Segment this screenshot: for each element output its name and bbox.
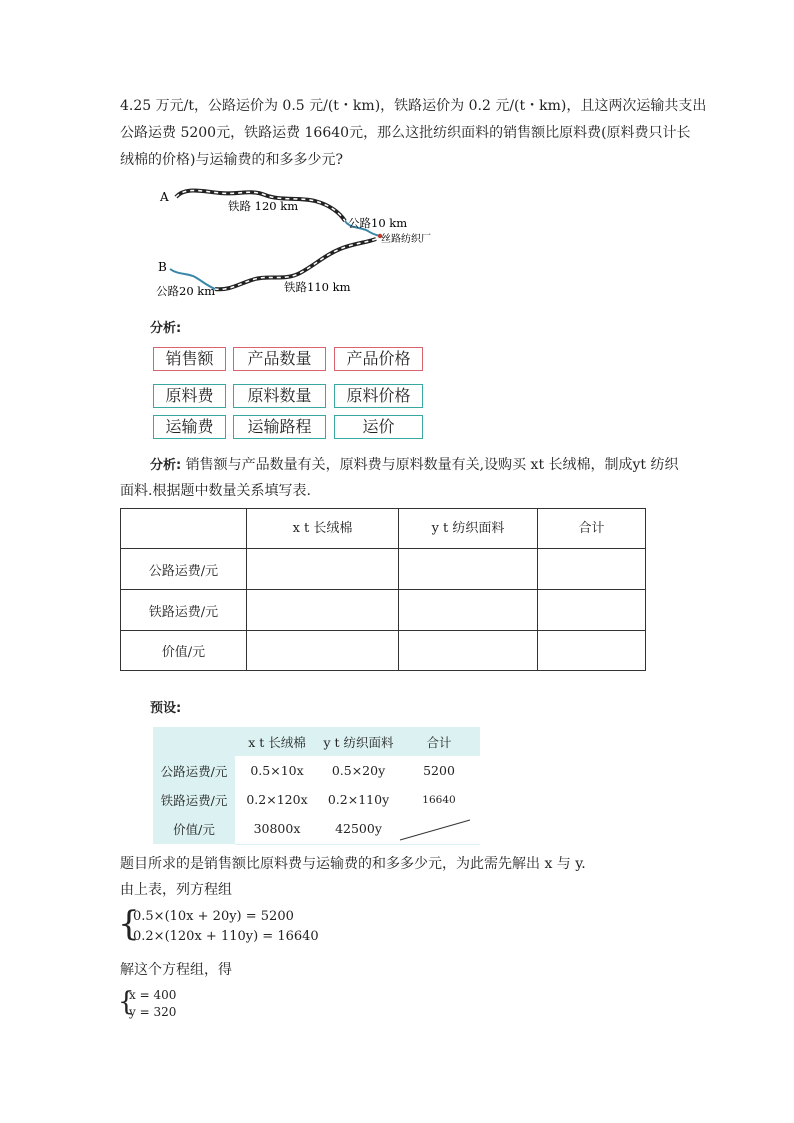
table2-cell: 5200 [423, 763, 455, 778]
table1-header-cotton: x t 长绒棉 [247, 509, 399, 549]
table-cell [247, 549, 399, 590]
table1-row-rail: 铁路运费/元 [121, 590, 247, 631]
table2-cell: 0.5×20y [331, 763, 386, 778]
equation-1: 0.5×(10x + 20y) = 5200 [133, 909, 294, 924]
map-factory: 丝路纺织厂 [381, 234, 431, 245]
table2-cell: 0.5×10x [250, 763, 304, 778]
analysis2-label: 分析: [150, 458, 182, 473]
concept-sales: 销售额 [153, 347, 226, 371]
table2-cell-total-empty [398, 814, 480, 844]
table-cell [399, 590, 538, 631]
table2-row-value: 价值/元 [153, 814, 235, 844]
table-cell [538, 590, 646, 631]
equation-2: 0.2×(120x + 110y) = 16640 [133, 929, 319, 944]
table2-header-total: 合计 [398, 727, 480, 756]
table-cell [538, 631, 646, 671]
table1-header-total: 合计 [538, 509, 646, 549]
table1-row-road: 公路运费/元 [121, 549, 247, 590]
map-rail-top: 铁路 120 km [228, 199, 299, 213]
analysis-heading: 分析: [150, 321, 182, 336]
route-map [140, 183, 431, 303]
equation-brace: { [118, 904, 140, 944]
table2-row-rail: 铁路运费/元 [153, 785, 235, 814]
analysis2-text-1: 销售额与产品数量有关，原料费与原料数量有关,设购买 xt 长绒棉，制成yt 纺织 [185, 457, 679, 473]
map-rail-bottom: 铁路110 km [284, 280, 351, 294]
concept-freight-rate: 运价 [334, 415, 423, 439]
map-road-right: 公路10 km [348, 216, 408, 230]
preset-table [153, 727, 480, 845]
table-cell [399, 549, 538, 590]
table2-cell: 0.2×120x [246, 792, 308, 807]
map-label-a: A [160, 190, 169, 204]
table1-header-fabric: y t 纺织面料 [399, 509, 538, 549]
problem-line-2: 公路运费 5200元，铁路运费 16640元，那么这批纺织面料的销售额比原料费(原料费只计长 [120, 125, 691, 141]
concept-material-qty: 原料数量 [233, 384, 326, 408]
concept-material-cost: 原料费 [153, 384, 226, 408]
table2-row-road: 公路运费/元 [153, 756, 235, 785]
problem-line-1: 4.25 万元/t，公路运价为 0.5 元/(t・km)，铁路运价为 0.2 元/(t・km)，且这两次运输共支出 [120, 98, 707, 114]
table-cell [399, 631, 538, 671]
solution-line-2: 由上表，列方程组 [120, 882, 232, 898]
table2-header-cotton: x t 长绒棉 [235, 727, 319, 756]
diagonal-line [398, 814, 480, 844]
preset-heading: 预设: [150, 701, 182, 716]
solution-x: x = 400 [129, 988, 177, 1002]
map-road-bottom: 公路20 km [156, 284, 216, 298]
table2-cell: 42500y [319, 814, 398, 844]
table-cell [247, 590, 399, 631]
table2-cell: 30800x [235, 814, 319, 844]
problem-line-3: 绒棉的价格)与运输费的和多多少元? [120, 152, 343, 168]
table2-cell: 0.2×110y [327, 792, 390, 807]
concept-product-qty: 产品数量 [233, 347, 326, 371]
table1-corner [121, 509, 247, 549]
concept-product-price: 产品价格 [334, 347, 423, 371]
solution-brace: { [118, 987, 135, 1017]
analysis2-text-2: 面料.根据题中数量关系填写表. [120, 483, 311, 499]
solution-y: y = 320 [129, 1005, 177, 1019]
fill-in-table [120, 508, 646, 671]
solution-line-1: 题目所求的是销售额比原料费与运输费的和多多少元，为此需先解出 x 与 y. [120, 856, 586, 872]
concept-transport-cost: 运输费 [153, 415, 226, 439]
concept-material-price: 原料价格 [334, 384, 423, 408]
concept-transport-distance: 运输路程 [233, 415, 326, 439]
table1-row-value: 价值/元 [121, 631, 247, 671]
table-cell [538, 549, 646, 590]
map-label-b: B [158, 260, 167, 274]
table2-cell: 16640 [422, 793, 456, 806]
solution-line-3: 解这个方程组，得 [120, 962, 232, 978]
table2-header-fabric: y t 纺织面料 [319, 727, 398, 756]
table2-corner [153, 727, 235, 756]
table-cell [247, 631, 399, 671]
